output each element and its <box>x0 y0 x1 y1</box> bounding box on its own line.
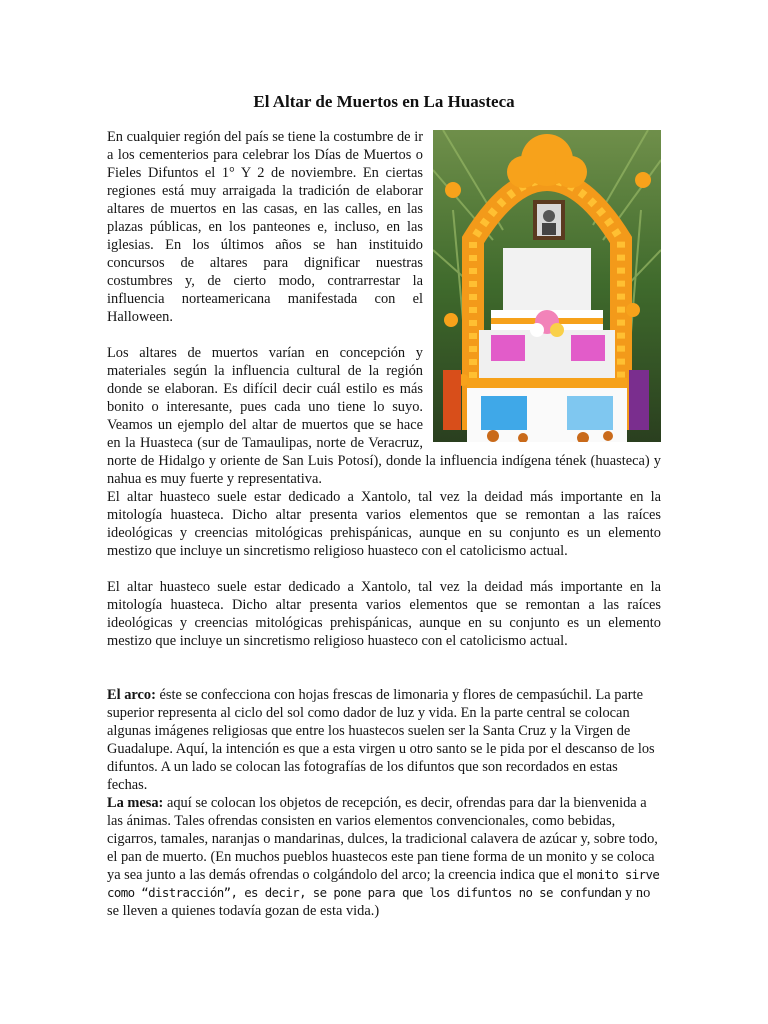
document-body <box>107 128 661 920</box>
xantolo-paragraph-repeat: El altar huasteco suele estar dedicado a Xantolo, tal vez la deidad más importante en la mitología huasteca. Dicho altar presenta varios elementos que se remontan a las raíces ideológicas y creencias mitológicas prehispánicas, aunque en su conjunto es un elemento mestizo que incluye un sincretismo religioso huasteco con el catolicismo actual. <box>107 579 661 649</box>
arco-label: El arco: <box>107 687 156 703</box>
document-title: El Altar de Muertos en La Huasteca <box>253 92 515 111</box>
mesa-label: La mesa: <box>107 795 164 811</box>
altar-photo-illustration <box>433 130 661 442</box>
intro-paragraph: En cualquier región del país se tiene la costumbre de ir a los cementerios para celebrar los Días de Muertos o Fieles Difuntos el 1° Y 2 de noviembre. En ciertas regiones está muy arraigada la tradición de elaborar altares de muertos en las casas, en las calles, en las plazas públicas, en los panteones e, incluso, en las iglesias. En los últimos años se han instituido concursos de altares para dignificar nuestras costumbres y, de cierto modo, contrarrestar la influencia norteamericana manifestada con el Halloween. <box>107 129 423 325</box>
arco-paragraph <box>107 686 661 794</box>
mesa-paragraph <box>107 794 661 920</box>
altar-variation-paragraph: Los altares de muertos varían en concepción y materiales según la influencia cultural de la región donde se elaboran. Es difícil decir cuál estilo es más bonito o interesante, pues cada uno tiene lo suyo. Veamos un ejemplo del altar de muertos que se hace en la Huasteca (sur de Tamaulipas, norte de Veracruz, norte de Hidalgo y oriente de San Luis Potosí), donde la influencia indígena tének (huasteca) y nahua es muy fuerte y representativa. <box>107 345 661 487</box>
arco-text: éste se confecciona con hojas frescas de limonaria y flores de cempasúchil. La parte superior representa al ciclo del sol como dador de luz y vida. En la parte central se colocan algunas imágenes religiosas que entre los huastecos suelen ser la Santa Cruz y la Virgen de Guadalupe. Aquí, la intención es que a esta virgen u otro santo se le pida por el descanso de los difuntos. A un lado se colocan las fotografías de los difuntos que son recordados en estas fechas. <box>107 687 655 793</box>
altar-photo <box>433 130 661 442</box>
mesa-handwritten-text: monito sirve como “distracción”, es decir, se pone para que los difuntos no se confundan <box>107 867 660 900</box>
mesa-text: aquí se colocan los objetos de recepción, es decir, ofrendas para dar la bienvenida a las ánimas. Tales ofrendas consisten en varios elementos convencionales, como bebidas, cigarros, tamales, naranjas o mandarinas, dulces, la tradicional calavera de azúcar y, sobre todo, el pan de muerto. (En muchos pueblos huastecos este pan tiene forma de un monito y se coloca ya sea junto a las demás ofrendas o colgándolo del arco; la creencia indica que el <box>107 795 658 883</box>
xantolo-paragraph: El altar huasteco suele estar dedicado a Xantolo, tal vez la deidad más importante en la mitología huasteca. Dicho altar presenta varios elementos que se remontan a las raíces ideológicas y creencias mitológicas prehispánicas, aunque en su conjunto es un elemento mestizo que incluye un sincretismo religioso huasteco con el catolicismo actual. <box>107 489 661 559</box>
mesa-text-end: y no se lleven a quienes todavía gozan de esta vida.) <box>107 885 651 919</box>
